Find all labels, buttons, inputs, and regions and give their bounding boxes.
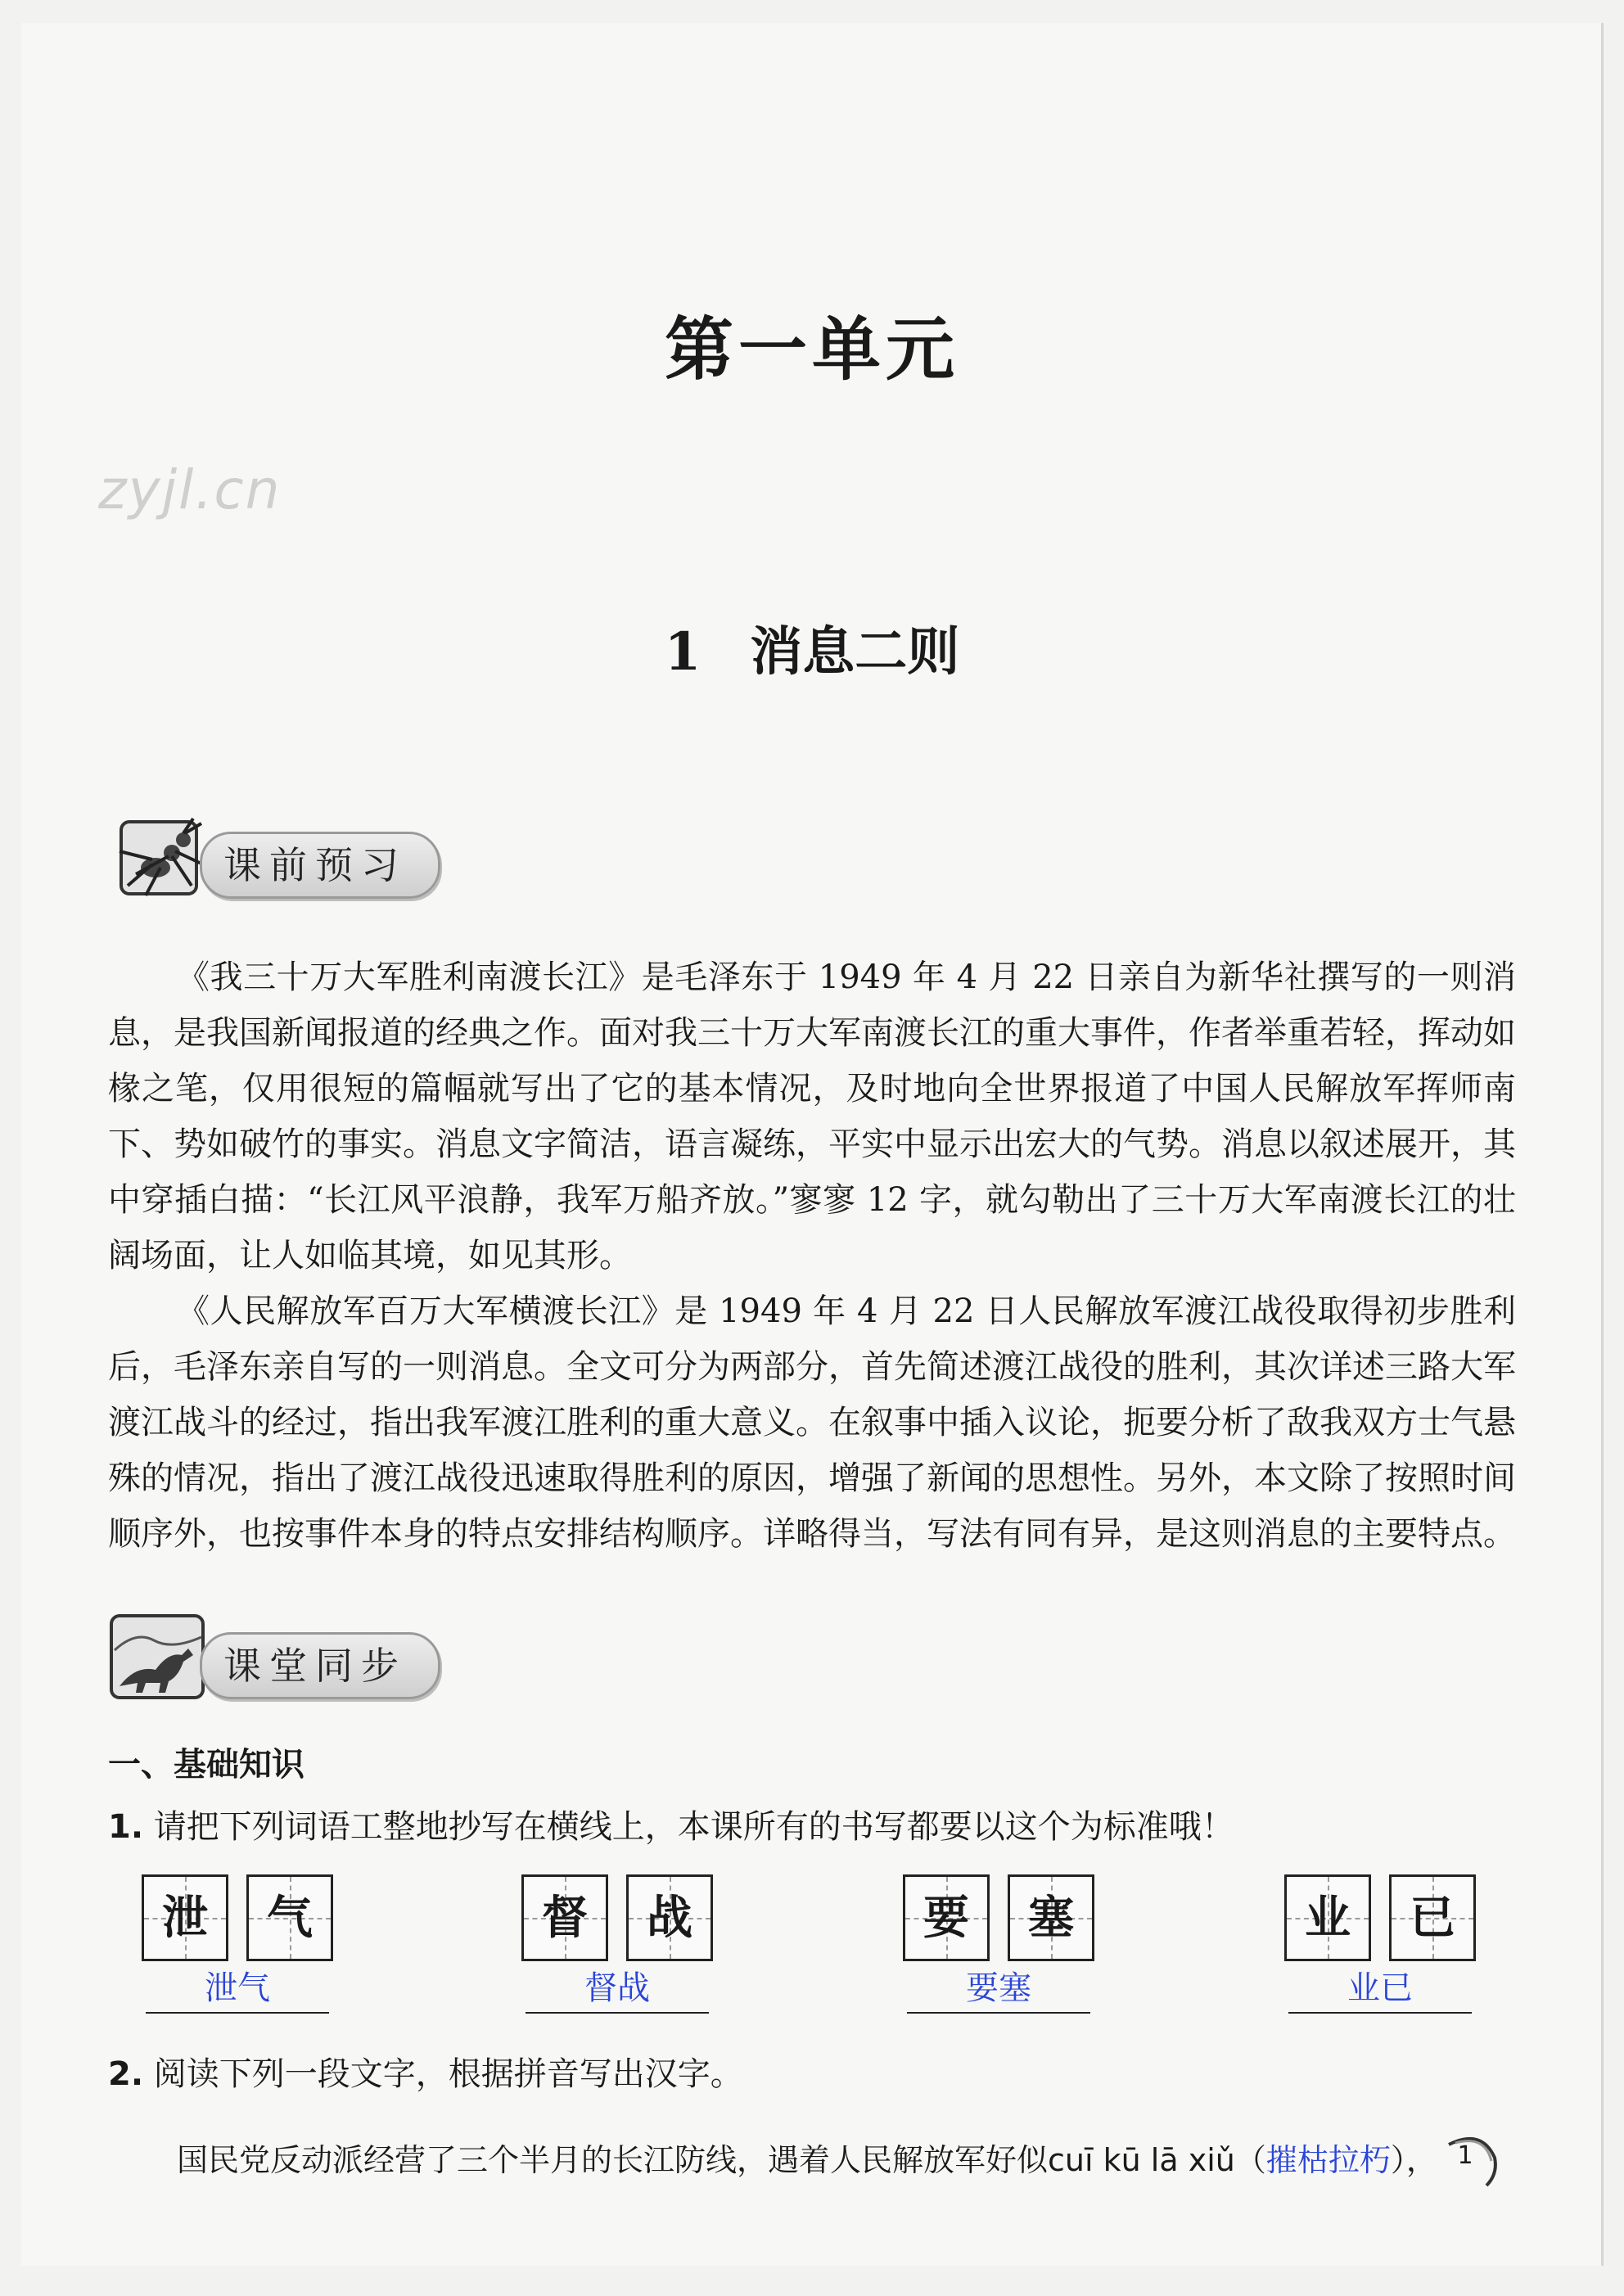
preview-banner-label: 课前预习 xyxy=(200,832,440,899)
page-number xyxy=(1441,2128,1506,2194)
preview-paragraph-1: 《我三十万大军胜利南渡长江》是毛泽东于 1949 年 4 月 22 日亲自为新华社撰写的一则消息，是我国新闻报道的经典之作。面对我三十万大军南渡长江的重大事件，作者举重若轻，挥动如椽之笔，仅用很短的篇幅就写出了它的基本情况，及时地向全世界报道了中国人民解放军挥师南下、势如破竹的事实。消息文字简洁，语言凝练，平实中显示出宏大的气势。消息以叙述展开，其中穿插白描：“长江风平浪静，我军万船齐放。”寥寥 12 字，就勾勒出了三十万大军南渡长江的壮阔场面，让人如临其境，如见其形。 xyxy=(108,959,1516,1274)
tian-grid-cell: 督 xyxy=(521,1874,608,1961)
classroom-banner-label: 课堂同步 xyxy=(200,1632,440,1699)
lesson-number: 1 xyxy=(664,621,701,683)
answer-field[interactable]: 业已 xyxy=(1288,1964,1472,2014)
word-item xyxy=(511,1874,724,2014)
tian-grid-cell: 泄 xyxy=(142,1874,228,1961)
word-item xyxy=(131,1874,344,2014)
question-1-number: 1. xyxy=(108,1808,144,1846)
watermark: zyjl.cn xyxy=(98,458,282,521)
tian-grid-cell: 塞 xyxy=(1008,1874,1094,1961)
passage-text: 国民党反动派经营了三个半月的长江防线，遇着人民解放军好似 xyxy=(177,2142,1049,2178)
answer-field[interactable]: 泄气 xyxy=(146,1964,329,2014)
reading-passage xyxy=(108,2135,1516,2180)
tian-grid-cell: 已 xyxy=(1389,1874,1476,1961)
question-2 xyxy=(108,2048,743,2095)
passage-text-end: ）， xyxy=(1390,2142,1437,2178)
question-1-text: 请把下列词语工整地抄写在横线上，本课所有的书写都要以这个为标准哦！ xyxy=(153,1808,1234,1846)
question-2-text: 阅读下列一段文字，根据拼音写出汉字。 xyxy=(153,2055,743,2093)
section-heading: 一、基础知识 xyxy=(108,1746,304,1784)
preview-paragraph-2: 《人民解放军百万大军横渡长江》是 1949 年 4 月 22 日人民解放军渡江战役取得初步胜利后，毛泽东亲自写的一则消息。全文可分为两部分，首先简述渡江战役的胜利，其次详述三路大军渡江战斗的经过，指出我军渡江胜利的重大意义。在叙事中插入议论，扼要分析了敌我双方士气悬殊的情况，指出了渡江战役迅速取得胜利的原因，增强了新闻的思想性。另外，本文除了按照时间顺序外，也按事件本身的特点安排结构顺序。详略得当，写法有同有异，是这则消息的主要特点。 xyxy=(108,1292,1516,1553)
tian-grid-cell: 业 xyxy=(1284,1874,1371,1961)
question-1 xyxy=(108,1801,1234,1847)
answer-field[interactable]: 要塞 xyxy=(907,1964,1090,2014)
answer-field[interactable]: 摧枯拉朽 xyxy=(1265,2142,1391,2178)
tian-grid-cell: 战 xyxy=(626,1874,713,1961)
pinyin: cuī kū lā xiǔ xyxy=(1048,2142,1235,2178)
lesson-name: 消息二则 xyxy=(750,621,960,683)
page-number-text: 1 xyxy=(1457,2141,1473,2170)
tian-grid-cell: 气 xyxy=(246,1874,333,1961)
lesson-title xyxy=(0,610,1624,685)
word-item xyxy=(1274,1874,1486,2014)
answer-field[interactable]: 督战 xyxy=(526,1964,709,2014)
tian-grid-cell: 要 xyxy=(903,1874,990,1961)
word-item xyxy=(892,1874,1105,2014)
unit-title: 第一单元 xyxy=(664,309,959,390)
question-2-number: 2. xyxy=(108,2055,144,2093)
open-paren: （ xyxy=(1234,2142,1266,2178)
